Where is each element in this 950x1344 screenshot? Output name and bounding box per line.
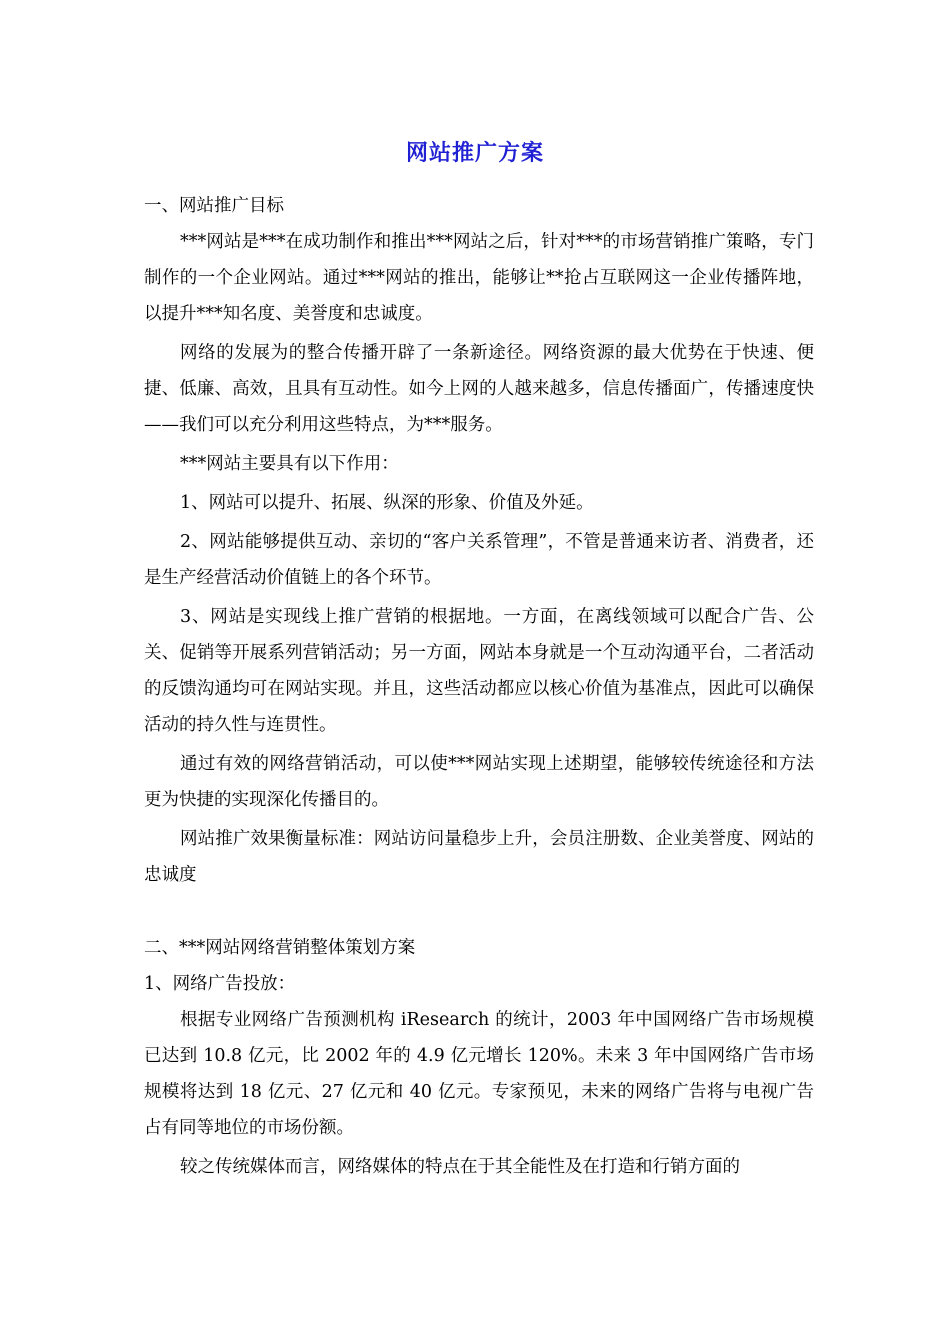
paragraph: ***网站主要具有以下作用： xyxy=(180,454,399,474)
section-spacer xyxy=(144,896,814,930)
list-item: 3、网站是实现线上推广营销的根据地。一方面，在离线领域可以配合广告、公关、促销等开展系列营销活动；另一方面，网站本身就是一个互动沟通平台，二者活动的反馈沟通均可在网站实现。并且，这些活动都应以核心价值为基准点，因此可以确保活动的持久性与连贯性。 xyxy=(144,607,814,735)
list-item: 2、网站能够提供互动、亲切的“客户关系管理”，不管是普通来访者、消费者，还是生产经营活动价值链上的各个环节。 xyxy=(144,532,814,588)
paragraph: 网络的发展为的整合传播开辟了一条新途径。网络资源的最大优势在于快速、便捷、低廉、高效，且具有互动性。如今上网的人越来越多，信息传播面广，传播速度快——我们可以充分利用这些特点，为***服务。 xyxy=(144,343,814,435)
paragraph: 较之传统媒体而言，网络媒体的特点在于其全能性及在打造和行销方面的 xyxy=(180,1157,740,1177)
paragraph: 网站推广效果衡量标准：网站访问量稳步上升，会员注册数、企业美誉度、网站的忠诚度 xyxy=(144,829,814,885)
paragraph: 通过有效的网络营销活动，可以使***网站实现上述期望，能够较传统途径和方法更为快捷的实现深化传播目的。 xyxy=(144,754,814,810)
section-heading-plan: 二、***网站网络营销整体策划方案 xyxy=(144,938,416,958)
document-title: 网站推广方案 xyxy=(405,141,544,166)
paragraph: ***网站是***在成功制作和推出***网站之后，针对***的市场营销推广策略，专门制作的一个企业网站。通过***网站的推出，能够让**抢占互联网这一企业传播阵地，以提升***知名度、美誉度和忠诚度。 xyxy=(144,232,814,324)
subsection-heading-ads: 1、网络广告投放： xyxy=(144,974,296,994)
list-item: 1、网站可以提升、拓展、纵深的形象、价值及外延。 xyxy=(180,493,594,513)
section-heading-goals: 一、网站推广目标 xyxy=(144,196,284,216)
document-body xyxy=(144,188,814,1188)
paragraph: 根据专业网络广告预测机构 iResearch 的统计，2003 年中国网络广告市场规模已达到 10.8 亿元，比 2002 年的 4.9 亿元增长 120%。未来 3 年中国网络广告市场规模将达到 18 亿元、27 亿元和 40 亿元。专家预见，未来的网络广告将与电视广告占有同等地位的市场份额。 xyxy=(144,1010,814,1138)
